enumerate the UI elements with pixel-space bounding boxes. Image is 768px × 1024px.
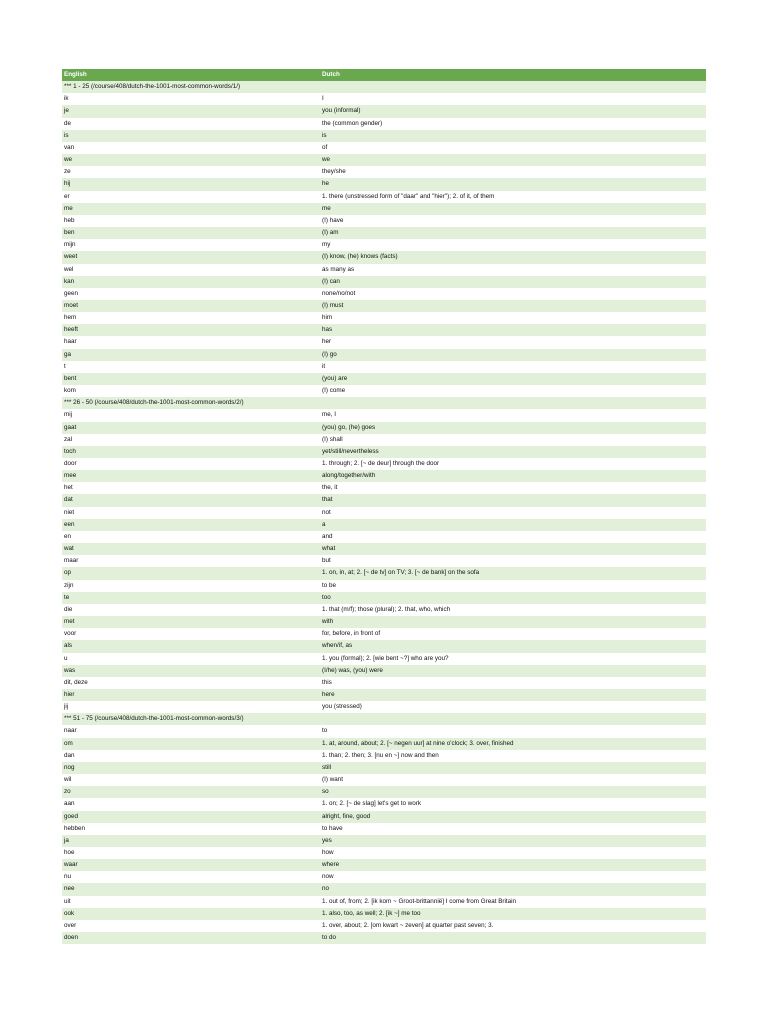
cell-english: geen [62,288,320,300]
cell-dutch: here [320,689,706,701]
table-row [62,920,706,932]
cell-dutch [320,81,706,93]
cell-dutch: me, I [320,409,706,421]
cell-english: te [62,592,320,604]
header-english: English [62,69,320,81]
cell-dutch: I [320,93,706,105]
cell-english: jij [62,701,320,713]
cell-english: waar [62,859,320,871]
table-row [62,93,706,105]
table-row [62,701,706,713]
table-row [62,276,706,288]
cell-english: toch [62,446,320,458]
table-row [62,811,706,823]
cell-english: wel [62,264,320,276]
table-row [62,555,706,567]
cell-dutch: as many as [320,264,706,276]
cell-dutch: 1. also, too, as well; 2. [ik ~] me too [320,908,706,920]
table-row [62,458,706,470]
cell-english: nee [62,883,320,895]
table-row [62,264,706,276]
cell-english: mij [62,409,320,421]
table-row [62,361,706,373]
table-row [62,774,706,786]
cell-english: dan [62,750,320,762]
cell-dutch: that [320,494,706,506]
cell-dutch: 1. through; 2. [~ de deur] through the door [320,458,706,470]
cell-dutch: (I) know, (he) knows (facts) [320,251,706,263]
cell-english: heeft [62,324,320,336]
table-row [62,604,706,616]
table-row [62,896,706,908]
cell-english: je [62,105,320,117]
table-row [62,191,706,203]
cell-english: over [62,920,320,932]
cell-dutch: to have [320,823,706,835]
cell-english: hier [62,689,320,701]
table-row [62,592,706,604]
cell-english: doen [62,932,320,944]
cell-english: kan [62,276,320,288]
table-row [62,227,706,239]
table-row [62,385,706,397]
table-body [62,81,706,944]
table-row [62,847,706,859]
table-row [62,203,706,215]
cell-english: heb [62,215,320,227]
cell-dutch: (I) have [320,215,706,227]
cell-dutch: for, before, in front of [320,628,706,640]
cell-dutch: 1. on, in, at; 2. [~ de tv] on TV; 3. [~ de bank] on the sofa [320,567,706,579]
table-row [62,142,706,154]
table-row [62,543,706,555]
cell-english: weet [62,251,320,263]
table-row [62,871,706,883]
table-row [62,689,706,701]
table-row [62,883,706,895]
cell-english: zal [62,434,320,446]
cell-english: hem [62,312,320,324]
table-row [62,409,706,421]
table-row [62,81,706,93]
cell-english: ook [62,908,320,920]
cell-dutch: along/together/with [320,470,706,482]
cell-english: een [62,519,320,531]
cell-dutch: (I) come [320,385,706,397]
cell-english: gaat [62,422,320,434]
cell-english: hoe [62,847,320,859]
cell-english: moet [62,300,320,312]
cell-dutch: none/no/not [320,288,706,300]
cell-english: mee [62,470,320,482]
table-row [62,932,706,944]
table-row [62,349,706,361]
table-row [62,494,706,506]
table-row [62,288,706,300]
table-row [62,434,706,446]
cell-english: als [62,640,320,652]
cell-dutch: (you) are [320,373,706,385]
cell-dutch: no [320,883,706,895]
cell-dutch: with [320,616,706,628]
cell-english: hebben [62,823,320,835]
table-row [62,823,706,835]
cell-english: die [62,604,320,616]
table-row [62,653,706,665]
cell-english: haar [62,336,320,348]
cell-dutch: it [320,361,706,373]
table-row [62,507,706,519]
cell-dutch: is [320,130,706,142]
cell-dutch: 1. at, around, about; 2. [~ negen uur] at nine o'clock; 3. over, finished [320,738,706,750]
cell-dutch: (I) shall [320,434,706,446]
cell-dutch: (I) want [320,774,706,786]
cell-english: maar [62,555,320,567]
cell-dutch: (I) go [320,349,706,361]
cell-dutch: 1. there (unstressed form of "daar" and "hier"); 2. of it, of them [320,191,706,203]
cell-dutch: me [320,203,706,215]
cell-dutch: but [320,555,706,567]
cell-english: er [62,191,320,203]
table-row [62,300,706,312]
table-row [62,567,706,579]
table-row [62,750,706,762]
cell-english: zo [62,786,320,798]
table-row [62,835,706,847]
cell-dutch: 1. over, about; 2. [om kwart ~ zeven] at quarter past seven; 3. [320,920,706,932]
cell-english: wil [62,774,320,786]
table-row [62,105,706,117]
table-row [62,725,706,737]
cell-english: ik [62,93,320,105]
table-row [62,786,706,798]
cell-dutch: 1. you (formal); 2. [wie bent ~?] who are you? [320,653,706,665]
cell-dutch [320,713,706,725]
cell-dutch: what [320,543,706,555]
cell-dutch: yes [320,835,706,847]
cell-dutch: a [320,519,706,531]
cell-english: u [62,653,320,665]
cell-english: door [62,458,320,470]
table-row [62,251,706,263]
cell-dutch: not [320,507,706,519]
cell-dutch: they/she [320,166,706,178]
cell-english: de [62,118,320,130]
cell-english: goed [62,811,320,823]
cell-dutch: too [320,592,706,604]
cell-dutch: my [320,239,706,251]
table-row [62,519,706,531]
table-row [62,628,706,640]
cell-english: is [62,130,320,142]
cell-dutch: 1. that (m/f); those (plural); 2. that, who, which [320,604,706,616]
cell-dutch: so [320,786,706,798]
cell-english: wat [62,543,320,555]
table-row [62,422,706,434]
cell-dutch: 1. on; 2. [~ de slag] let's get to work [320,798,706,810]
cell-english: en [62,531,320,543]
cell-dutch: where [320,859,706,871]
cell-dutch: to do [320,932,706,944]
cell-dutch: (you) go, (he) goes [320,422,706,434]
table-row [62,397,706,409]
table-row [62,336,706,348]
header-dutch: Dutch [320,69,706,81]
cell-dutch: we [320,154,706,166]
cell-english: om [62,738,320,750]
table-row [62,130,706,142]
cell-english: van [62,142,320,154]
cell-dutch: 1. out of, from; 2. [ik kom ~ Groot-brittannië] I come from Great Britain [320,896,706,908]
table-row [62,324,706,336]
table-row [62,178,706,190]
table-row [62,616,706,628]
cell-dutch: he [320,178,706,190]
cell-dutch: (I) am [320,227,706,239]
table-row [62,470,706,482]
cell-dutch: now [320,871,706,883]
table-row [62,118,706,130]
cell-dutch: (I/he) was, (you) were [320,665,706,677]
table-row [62,531,706,543]
cell-dutch: still [320,762,706,774]
header-row [62,69,706,81]
cell-english: op [62,567,320,579]
table-row [62,312,706,324]
cell-dutch: of [320,142,706,154]
cell-english: niet [62,507,320,519]
table-row [62,166,706,178]
cell-dutch: when/if, as [320,640,706,652]
cell-english: *** 51 - 75 (/course/408/dutch-the-1001-most-common-words/3/) [62,713,320,725]
cell-dutch: (I) must [320,300,706,312]
cell-dutch: you (informal) [320,105,706,117]
cell-english: hij [62,178,320,190]
cell-english: aan [62,798,320,810]
cell-english: ga [62,349,320,361]
cell-dutch: the, it [320,482,706,494]
cell-english: ben [62,227,320,239]
cell-dutch: yet/still/nevertheless [320,446,706,458]
cell-dutch: and [320,531,706,543]
cell-english: voor [62,628,320,640]
cell-english: ze [62,166,320,178]
cell-english: kom [62,385,320,397]
table-row [62,908,706,920]
cell-english: bent [62,373,320,385]
table-row [62,738,706,750]
cell-english: naar [62,725,320,737]
cell-dutch: the (common gender) [320,118,706,130]
cell-english: mijn [62,239,320,251]
vocabulary-table [62,69,706,944]
cell-dutch: to [320,725,706,737]
cell-dutch: to be [320,580,706,592]
cell-english: *** 26 - 50 (/course/408/dutch-the-1001-most-common-words/2/) [62,397,320,409]
cell-dutch: this [320,677,706,689]
cell-dutch: has [320,324,706,336]
cell-english: *** 1 - 25 (/course/408/dutch-the-1001-most-common-words/1/) [62,81,320,93]
cell-english: dat [62,494,320,506]
table-row [62,154,706,166]
table-row [62,665,706,677]
table-row [62,798,706,810]
table-row [62,859,706,871]
cell-english: het [62,482,320,494]
cell-dutch: her [320,336,706,348]
cell-english: we [62,154,320,166]
cell-dutch: 1. than; 2. then; 3. [nu en ~] now and then [320,750,706,762]
cell-english: zijn [62,580,320,592]
table-row [62,446,706,458]
table-row [62,640,706,652]
cell-english: me [62,203,320,215]
cell-english: uit [62,896,320,908]
table-row [62,482,706,494]
cell-english: ja [62,835,320,847]
cell-dutch [320,397,706,409]
cell-dutch: you (stressed) [320,701,706,713]
cell-english: was [62,665,320,677]
cell-dutch: (I) can [320,276,706,288]
table-row [62,215,706,227]
cell-dutch: him [320,312,706,324]
cell-english: t [62,361,320,373]
cell-english: nu [62,871,320,883]
cell-english: met [62,616,320,628]
table-row [62,762,706,774]
table-row [62,239,706,251]
table-row [62,713,706,725]
table-row [62,677,706,689]
cell-dutch: how [320,847,706,859]
cell-english: dit, deze [62,677,320,689]
table-row [62,580,706,592]
cell-english: nog [62,762,320,774]
cell-dutch: alright, fine, good [320,811,706,823]
table-row [62,373,706,385]
